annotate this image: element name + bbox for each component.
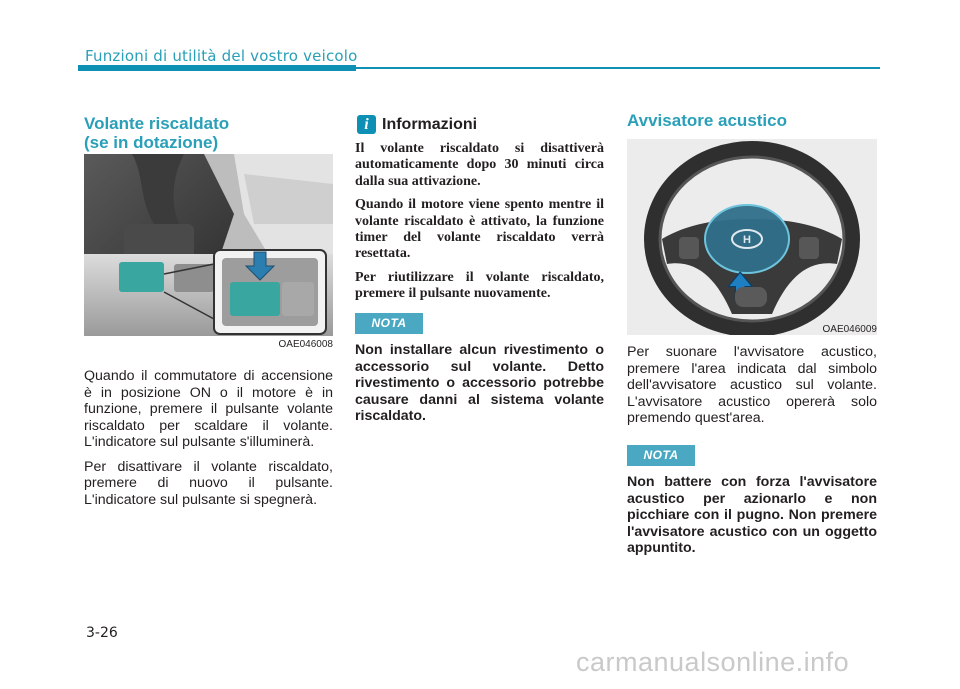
left-body <box>84 368 333 508</box>
nota-text-right: Non battere con forza l'avvisatore acustico per azionarlo e non picchiare con il pugno. Non premere l'avvisatore acustico con un oggetto appuntito. <box>627 474 877 556</box>
info-icon-glyph: i <box>364 116 369 133</box>
watermark: carmanualsonline.info <box>576 647 850 677</box>
svg-text:H: H <box>743 234 751 246</box>
horn-heading: Avvisatore acustico <box>627 111 787 130</box>
nota-badge-right: NOTA <box>627 445 695 466</box>
info-paragraph-2: Quando il motore viene spento mentre il volante riscaldato è attivato, la funzione timer del volante riscaldato verrà resettata. <box>355 197 604 262</box>
nota-badge-middle: NOTA <box>355 313 423 334</box>
console-illustration <box>84 154 333 336</box>
right-body <box>627 344 877 427</box>
info-paragraph-1: Il volante riscaldato si disattiverà automaticamente dopo 30 minuti circa dalla sua attivazione. <box>355 141 604 189</box>
steering-wheel-illustration <box>627 139 877 335</box>
steering-wheel-photo <box>627 139 877 335</box>
heated-wheel-button-photo <box>84 154 333 336</box>
nota-text-right-wrap <box>627 474 877 557</box>
header-rule <box>356 67 880 69</box>
header-bar <box>78 65 356 71</box>
info-body <box>355 141 604 303</box>
section-title: Funzioni di utilità del vostro veicolo <box>85 47 358 65</box>
page-number: 3-26 <box>86 625 118 641</box>
heading-line-2: (se in dotazione) <box>84 133 219 152</box>
nota-text-middle-wrap <box>355 342 604 425</box>
heated-wheel-heading <box>84 114 334 152</box>
image-code-left: OAE046008 <box>278 339 333 350</box>
right-paragraph-1: Per suonare l'avvisatore acustico, premere l'area indicata dal simbolo dell'avvisatore acustico sul volante. L'avvisatore acustico opererà solo premendo quest'area. <box>627 344 877 426</box>
left-paragraph-1: Quando il commutatore di accensione è in posizione ON o il motore è in funzione, premere il pulsante volante riscaldato per scaldare il volante. L'indicatore sul pulsante s'illuminerà. <box>84 368 333 450</box>
info-icon <box>357 115 376 134</box>
info-paragraph-3: Per riutilizzare il volante riscaldato, premere il pulsante nuovamente. <box>355 269 604 302</box>
image-code-right: OAE046009 <box>822 324 877 335</box>
info-title: Informazioni <box>382 116 478 133</box>
nota-text-middle: Non installare alcun rivestimento o accessorio sul volante. Detto rivestimento o accessorio potrebbe causare danni al sistema volante riscaldato. <box>355 342 604 424</box>
heading-line-1: Volante riscaldato <box>84 114 230 133</box>
left-paragraph-2: Per disattivare il volante riscaldato, premere di nuovo il pulsante. L'indicatore sul pulsante si spegnerà. <box>84 458 333 508</box>
